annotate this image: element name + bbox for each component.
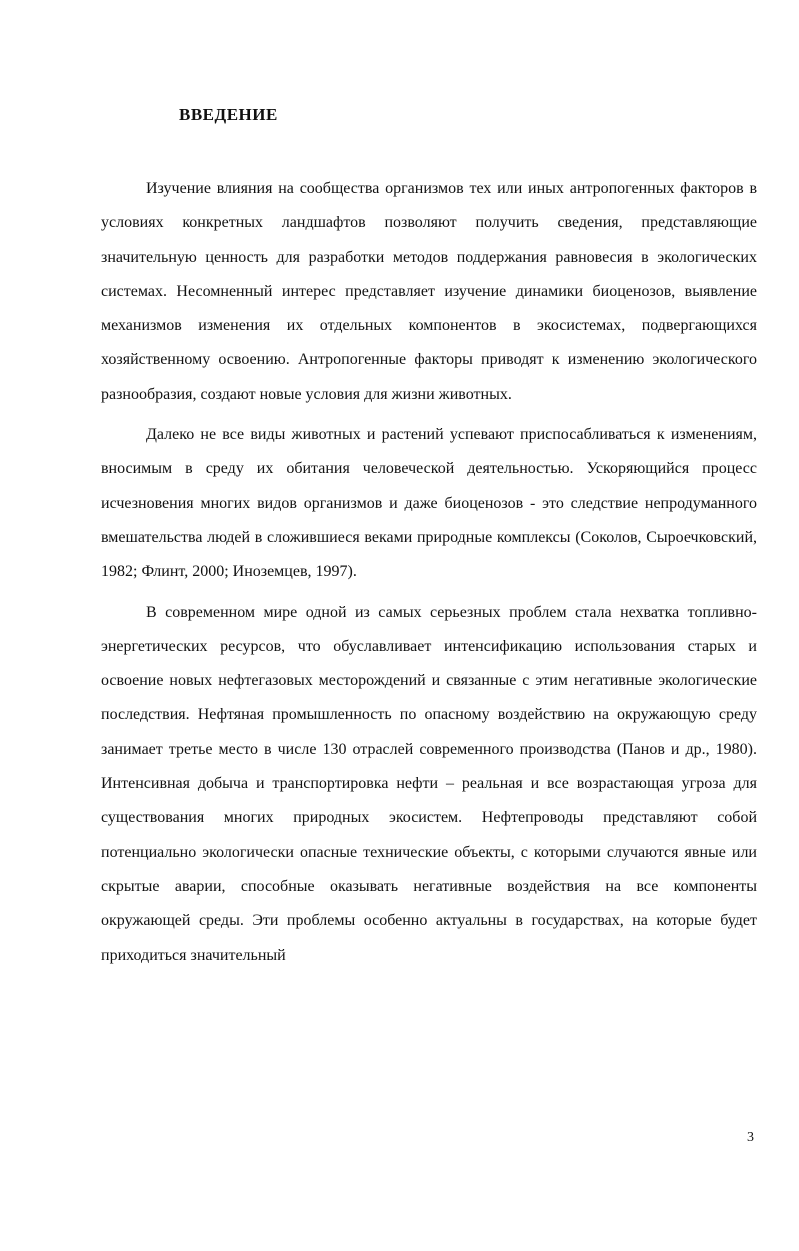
section-heading: ВВЕДЕНИЕ	[179, 105, 278, 124]
body-text	[101, 172, 757, 979]
paragraph-2: Далеко не все виды животных и растений успевают приспосабливаться к изменениям, вносимым в среду их обитания человеческой деятельностью. Ускоряющийся процесс исчезновения многих видов организмов и даже биоценозов - это следствие непродуманного вмешательства людей в сложившиеся веками природные комплексы (Соколов, Сыроечковский, 1982; Флинт, 2000; Иноземцев, 1997).	[101, 426, 757, 581]
page-number: 3	[747, 1130, 754, 1145]
paragraph-1: Изучение влияния на сообщества организмов тех или иных антропогенных факторов в условиях конкретных ландшафтов позволяют получить сведения, представляющие значительную ценность для разработки методов поддержания равновесия в экологических системах. Несомненный интерес представляет изучение динамики биоценозов, выявление механизмов изменения их отдельных компонентов в экосистемах, подвергающихся хозяйственному освоению. Антропогенные факторы приводят к изменению экологического разнообразия, создают новые условия для жизни животных.	[101, 180, 757, 403]
paragraph-3: В современном мире одной из самых серьезных проблем стала нехватка топливно-энергетических ресурсов, что обуславливает интенсификацию использования старых и освоение новых нефтегазовых месторождений и связанные с этим негативные экологические последствия. Нефтяная промышленность по опасному воздействию на окружающую среду занимает третье место в числе 130 отраслей современного производства (Панов и др., 1980). Интенсивная добыча и транспортировка нефти – реальная и все возрастающая угроза для существования многих природных экосистем. Нефтепроводы представляют собой потенциально экологически опасные технические объекты, с которыми случаются явные или скрытые аварии, способные оказывать негативные воздействия на все компоненты окружающей среды. Эти проблемы особенно актуальны в государствах, на которые будет приходиться значительный	[101, 603, 757, 964]
